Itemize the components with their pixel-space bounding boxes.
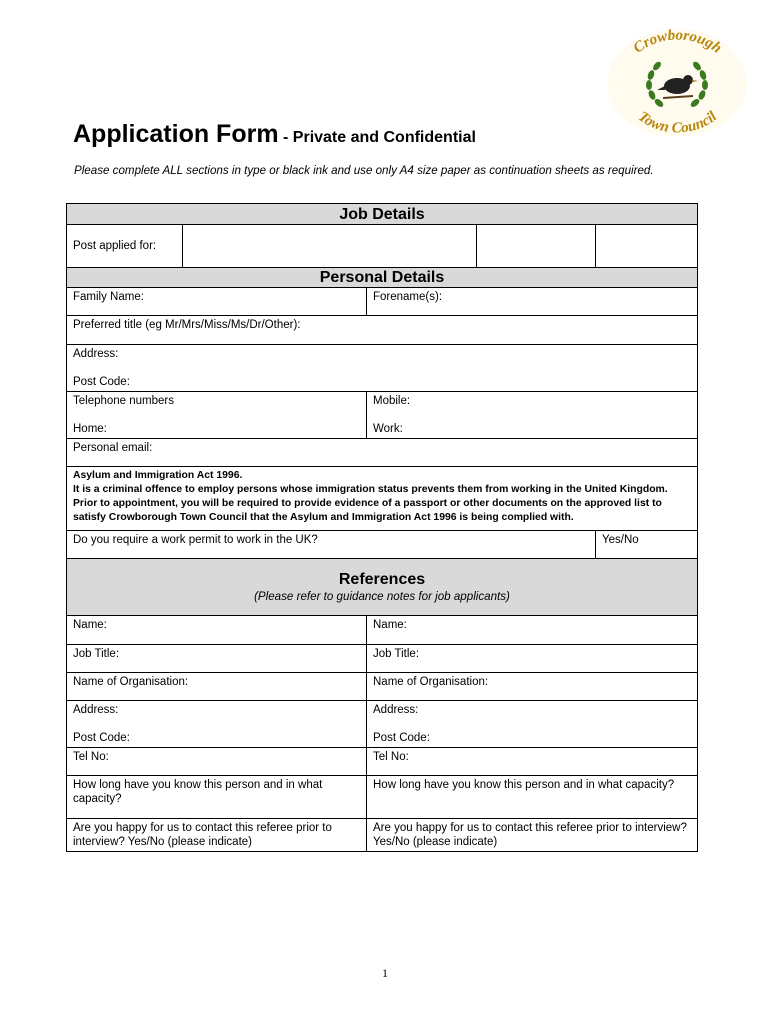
- name-row: [67, 288, 698, 316]
- preferred-title-row: [67, 316, 698, 345]
- preferred-title-field[interactable]: Preferred title (eg Mr/Mrs/Miss/Ms/Dr/Other):: [67, 316, 698, 345]
- council-crest-icon: [605, 28, 750, 138]
- logo-bottom-text: Town Council: [634, 108, 721, 137]
- forenames-field[interactable]: Forename(s):: [367, 288, 698, 316]
- ref1-tel-field[interactable]: Tel No:: [67, 748, 367, 776]
- personal-details-header-row: [67, 268, 698, 288]
- work-permit-row: [67, 531, 698, 559]
- references-header: [67, 559, 698, 616]
- post-applied-field[interactable]: [183, 225, 477, 268]
- page-number: 1: [382, 966, 388, 980]
- telephone-row: [67, 392, 698, 439]
- email-field[interactable]: Personal email:: [67, 439, 698, 467]
- ref-address-row: [67, 701, 698, 748]
- council-logo: [605, 28, 750, 138]
- ref2-tel-field[interactable]: Tel No:: [367, 748, 698, 776]
- page-title: Application Form: [73, 120, 279, 148]
- ref1-organisation-field[interactable]: Name of Organisation:: [67, 673, 367, 701]
- ref2-contact-field[interactable]: Are you happy for us to contact this referee prior to interview? Yes/No (please indicate): [367, 819, 698, 852]
- post-code-label: Post Code:: [73, 376, 130, 388]
- email-row: [67, 439, 698, 467]
- asylum-text: It is a criminal offence to employ persons whose immigration status prevents them from working in the United Kingdom. Prior to appointment, you will be required to provide evidence of a passport or other documents on the approved list to satisfy Crowborough Town Council that the Asylum and Immigration Act 1996 is being complied with.: [73, 484, 668, 523]
- ref-name-row: [67, 616, 698, 645]
- address-label: Address:: [73, 348, 119, 360]
- ref-tel-row: [67, 748, 698, 776]
- job-details-heading: Job Details: [67, 204, 698, 225]
- logo-top-text: Crowborough: [630, 28, 725, 57]
- telephone-label: Telephone numbers: [73, 395, 175, 407]
- intro-text: Please complete ALL sections in type or black ink and use only A4 size paper as continuation sheets as required.: [74, 164, 654, 177]
- work-phone-label: Work:: [373, 423, 403, 435]
- post-applied-label: Post applied for:: [67, 225, 183, 268]
- ref2-organisation-field[interactable]: Name of Organisation:: [367, 673, 698, 701]
- application-form-table: [66, 203, 698, 852]
- mobile-label: Mobile:: [373, 395, 411, 407]
- home-phone-label: Home:: [73, 423, 107, 435]
- ref1-address-label: Address:: [73, 704, 119, 716]
- ref2-address-field[interactable]: [367, 701, 698, 748]
- ref2-job-title-field[interactable]: Job Title:: [367, 645, 698, 673]
- ref1-job-title-field[interactable]: Job Title:: [67, 645, 367, 673]
- page-subtitle: - Private and Confidential: [283, 129, 476, 146]
- ref-how-long-row: [67, 776, 698, 819]
- family-name-field[interactable]: Family Name:: [67, 288, 367, 316]
- ref1-post-code-label: Post Code:: [73, 732, 130, 744]
- ref-organisation-row: [67, 673, 698, 701]
- references-header-row: [67, 559, 698, 616]
- asylum-title: Asylum and Immigration Act 1996.: [73, 470, 243, 481]
- mobile-work-field[interactable]: [367, 392, 698, 439]
- ref1-name-field[interactable]: Name:: [67, 616, 367, 645]
- ref-job-title-row: [67, 645, 698, 673]
- ref1-how-long-field[interactable]: How long have you know this person and in what capacity?: [67, 776, 367, 819]
- references-heading: References: [338, 571, 426, 588]
- ref2-how-long-field[interactable]: How long have you know this person and in what capacity?: [367, 776, 698, 819]
- ref2-post-code-label: Post Code:: [373, 732, 430, 744]
- post-applied-field-2[interactable]: [477, 225, 596, 268]
- ref-contact-row: [67, 819, 698, 852]
- post-applied-field-3[interactable]: [596, 225, 698, 268]
- telephone-field[interactable]: [67, 392, 367, 439]
- ref1-address-field[interactable]: [67, 701, 367, 748]
- asylum-notice: [67, 467, 698, 531]
- form-title: [73, 120, 476, 149]
- job-details-header-row: [67, 204, 698, 225]
- address-field[interactable]: [67, 345, 698, 392]
- personal-details-heading: Personal Details: [67, 268, 698, 288]
- post-applied-row: [67, 225, 698, 268]
- ref2-address-label: Address:: [373, 704, 419, 716]
- asylum-row: [67, 467, 698, 531]
- references-subheading: (Please refer to guidance notes for job applicants): [254, 590, 510, 603]
- ref1-contact-field[interactable]: Are you happy for us to contact this referee prior to interview? Yes/No (please indicate): [67, 819, 367, 852]
- work-permit-answer[interactable]: Yes/No: [596, 531, 698, 559]
- work-permit-question: Do you require a work permit to work in the UK?: [67, 531, 596, 559]
- ref2-name-field[interactable]: Name:: [367, 616, 698, 645]
- address-row: [67, 345, 698, 392]
